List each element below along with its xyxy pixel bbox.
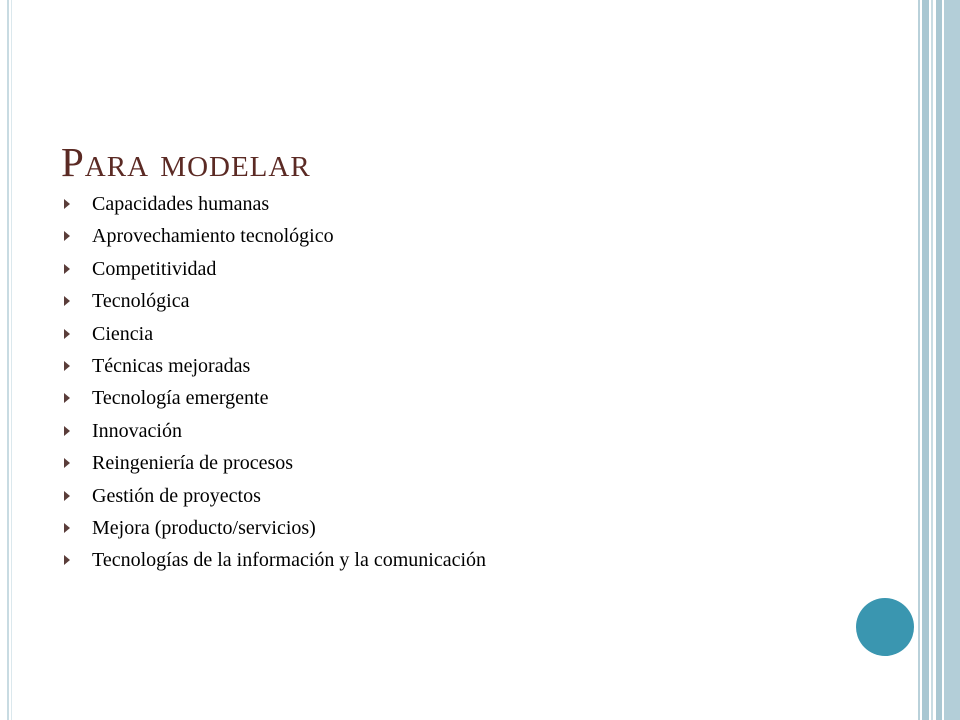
bullet-text: Técnicas mejoradas	[92, 354, 251, 377]
slide-title: Para modelar	[61, 139, 311, 185]
triangle-right-icon	[64, 523, 70, 533]
triangle-right-icon	[64, 361, 70, 371]
accent-circle	[856, 598, 914, 656]
triangle-right-icon	[64, 426, 70, 436]
bullet-text: Competitividad	[92, 257, 217, 280]
triangle-right-icon	[64, 329, 70, 339]
triangle-right-icon	[64, 296, 70, 306]
bullet-item	[64, 220, 486, 252]
bullet-text: Mejora (producto/servicios)	[92, 516, 316, 539]
bullet-text: Aprovechamiento tecnológico	[92, 225, 334, 248]
bullet-item	[64, 382, 486, 414]
triangle-right-icon	[64, 231, 70, 241]
bullet-item	[64, 318, 486, 350]
triangle-right-icon	[64, 491, 70, 501]
bullet-item	[64, 447, 486, 479]
bullet-item	[64, 415, 486, 447]
triangle-right-icon	[64, 199, 70, 209]
bullet-item	[64, 350, 486, 382]
right-decor-bar	[922, 0, 929, 720]
bullet-item	[64, 285, 486, 317]
bullet-text: Capacidades humanas	[92, 193, 270, 215]
bullet-item	[64, 188, 486, 220]
bullet-text: Reingeniería de procesos	[92, 452, 294, 475]
right-decor-bar	[931, 0, 933, 720]
left-frame-line	[7, 0, 9, 720]
bullet-text: Innovación	[92, 419, 182, 442]
bullet-item	[64, 544, 486, 576]
bullet-text: Ciencia	[92, 322, 154, 345]
bullet-text: Gestión de proyectos	[92, 484, 261, 507]
bullet-text: Tecnológica	[92, 290, 190, 313]
triangle-right-icon	[64, 555, 70, 565]
bullet-item	[64, 512, 486, 544]
right-decor-bar	[944, 0, 960, 720]
bullet-list	[64, 188, 486, 577]
bullet-item	[64, 480, 486, 512]
bullet-item	[64, 253, 486, 285]
bullet-text: Tecnologías de la información y la comunicación	[92, 549, 487, 572]
right-decor-bar	[936, 0, 942, 720]
triangle-right-icon	[64, 458, 70, 468]
left-frame-line-inner	[11, 0, 12, 720]
triangle-right-icon	[64, 393, 70, 403]
bullet-text: Tecnología emergente	[92, 387, 269, 410]
triangle-right-icon	[64, 264, 70, 274]
right-decor-bar	[918, 0, 920, 720]
